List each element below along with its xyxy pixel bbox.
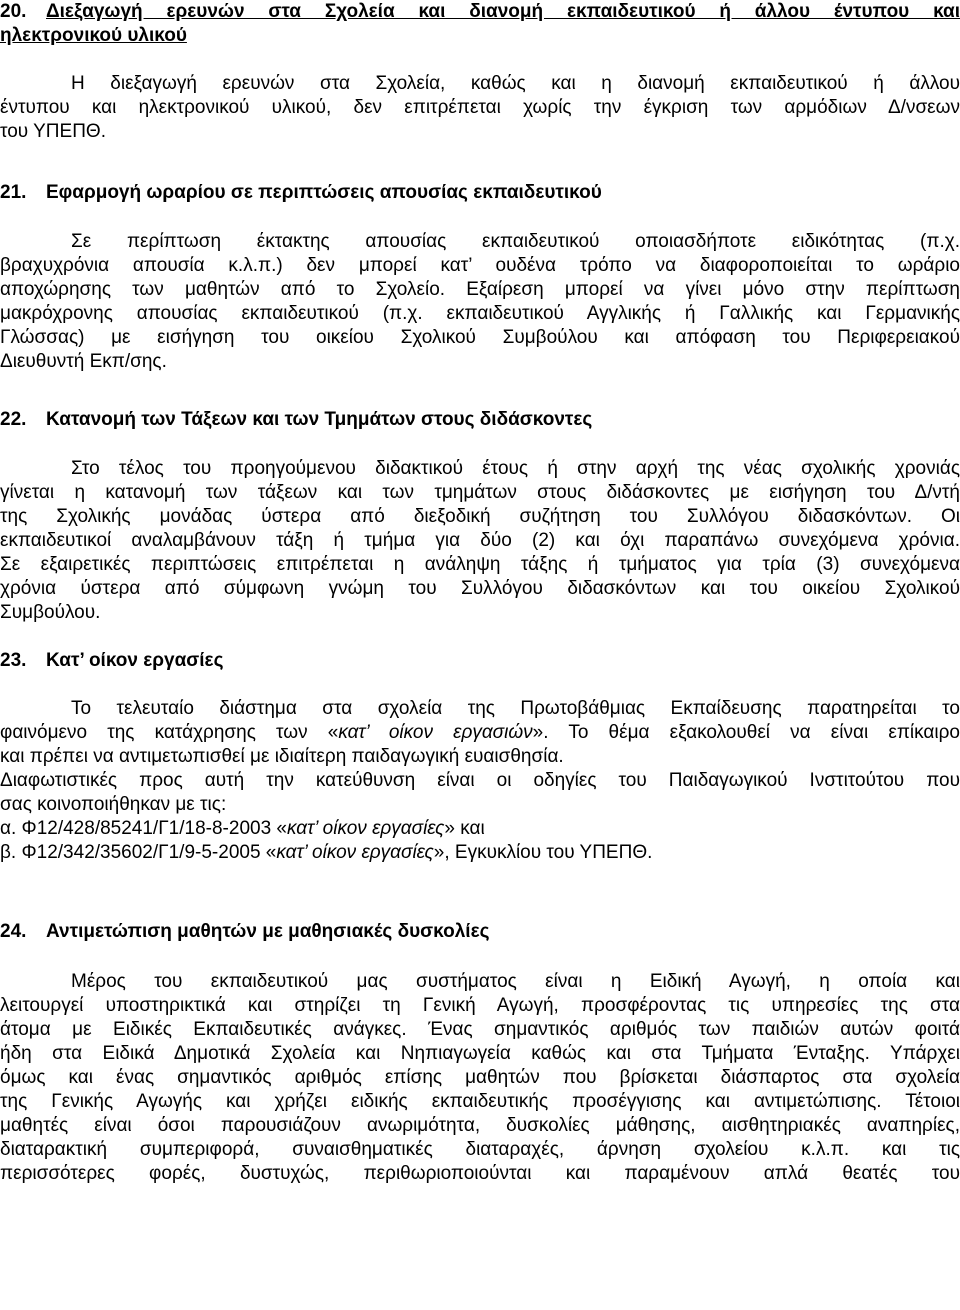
paragraph-line: Μέρος του εκπαιδευτικού μας συστήματος είναι η Ειδική Αγωγή, η οποία και bbox=[71, 971, 960, 992]
section-24-heading bbox=[0, 920, 960, 944]
paragraph-line: Διευθυντή Εκπ/σης. bbox=[0, 351, 167, 372]
paragraph-line: Η διεξαγωγή ερευνών στα Σχολεία, καθώς και η διανομή εκπαιδευτικού ή άλλου bbox=[71, 73, 960, 94]
paragraph-line: έντυπου και ηλεκτρονικού υλικού, δεν επιτρέπεται χωρίς την έγκριση των αρμόδιων Δ/νσεων bbox=[0, 97, 960, 118]
section-number: 24. bbox=[0, 921, 27, 942]
paragraph-line: Στο τέλος του προηγούμενου διδακτικού έτους ή στην αρχή της νέας σχολικής χρονιάς bbox=[71, 458, 960, 479]
paragraph-line: διαταρακτική συμπεριφορά, συναισθηματικές διαταραχές, άρνηση σχολείου κ.λ.π. και τις bbox=[0, 1139, 960, 1160]
paragraph-line: Σε περίπτωση έκτακτης απουσίας εκπαιδευτικού οποιασδήποτε ειδικότητας (π.χ. bbox=[71, 231, 960, 252]
section-title: Κατανομή των Τάξεων και των Τμημάτων στους διδάσκοντες bbox=[46, 409, 593, 430]
paragraph-line: Γλώσσας) με εισήγηση του οικείου Σχολικού Συμβούλου και απόφαση του Περιφερειακού bbox=[0, 327, 960, 348]
paragraph-line: Το τελευταίο διάστημα στα σχολεία της Πρωτοβάθμιας Εκπαίδευσης παρατηρείται το bbox=[71, 698, 960, 719]
section-23-heading bbox=[0, 649, 960, 673]
paragraph-line: μαθητές είναι όσοι παρουσιάζουν ανωριμότητα, δυσκολίες μάθησης, αισθητηριακές αναπηρίες, bbox=[0, 1115, 960, 1136]
paragraph-line: σας κοινοποιήθηκαν με τις: bbox=[0, 794, 227, 815]
paragraph-line: χρόνια ύστερα από σύμφωνη γνώμη του Συλλόγου διδασκόντων και του οικείου Σχολικού bbox=[0, 578, 960, 599]
paragraph-line: όμως και ένας σημαντικός αριθμός επίσης μαθητών που βρίσκεται διάσπαρτος στα σχολεία bbox=[0, 1067, 960, 1088]
text-run: », Εγκυκλίου του ΥΠΕΠΘ. bbox=[433, 842, 653, 863]
section-21-heading bbox=[0, 181, 960, 205]
paragraph-line: και πρέπει να αντιμετωπισθεί με ιδιαίτερη παιδαγωγική ευαισθησία. bbox=[0, 746, 564, 767]
text-run: α. Φ12/428/85241/Γ1/18-8-2003 « bbox=[0, 818, 287, 839]
paragraph-line: λειτουργεί υποστηρικτικά και στηρίζει τη Γενική Αγωγή, προσφέροντας τις υπηρεσίες της στα bbox=[0, 995, 960, 1016]
text-run: β. Φ12/342/35602/Γ1/9-5-2005 « bbox=[0, 842, 277, 863]
section-number: 23. bbox=[0, 650, 27, 671]
section-title: Κατ’ οίκον εργασίες bbox=[46, 650, 224, 671]
section-title: Αντιμετώπιση μαθητών με μαθησιακές δυσκολίες bbox=[46, 921, 490, 942]
section-20-heading bbox=[0, 0, 960, 24]
paragraph-line: Διαφωτιστικές προς αυτή την κατεύθυνση είναι οι οδηγίες του Παιδαγωγικού Ινστιτούτου που bbox=[0, 770, 960, 791]
section-number: 22. bbox=[0, 409, 27, 430]
paragraph-line: της Γενικής Αγωγής και χρήζει ειδικής εκπαιδευτικής προσέγγισης και αντιμετώπισης. Τέτοιοι bbox=[0, 1091, 960, 1112]
reference-a bbox=[0, 817, 960, 841]
text-run: ». Το θέμα εξακολουθεί να είναι επίκαιρο bbox=[532, 722, 960, 743]
paragraph-line: εκπαιδευτικοί αναλαμβάνουν τάξη ή τμήμα για δύο (2) και όχι παραπάνω συνεχόμενα χρόνια. bbox=[0, 530, 960, 551]
paragraph-line: αποχώρησης των μαθητών από το Σχολείο. Εξαίρεση μπορεί να γίνει μόνο στην περίπτωση bbox=[0, 279, 960, 300]
section-title-cont: ηλεκτρονικού υλικού bbox=[0, 25, 187, 46]
paragraph-line: γίνεται η κατανομή των τάξεων και των τμημάτων στους διδάσκοντες με εισήγηση του Δ/ντή bbox=[0, 482, 960, 503]
section-title: Διεξαγωγή ερευνών στα Σχολεία και διανομή εκπαιδευτικού ή άλλου έντυπου και bbox=[46, 1, 960, 22]
section-number: 21. bbox=[0, 182, 27, 203]
section-title: Εφαρμογή ωραρίου σε περιπτώσεις απουσίας εκπαιδευτικού bbox=[46, 182, 602, 203]
emphasis-text: κατ’ οίκον εργασιών bbox=[338, 722, 533, 743]
text-run: » και bbox=[444, 818, 485, 839]
paragraph-line: μακρόχρονης απουσίας εκπαιδευτικού (π.χ. εκπαιδευτικού Αγγλικής ή Γαλλικής και Γερμανικής bbox=[0, 303, 960, 324]
paragraph-line bbox=[0, 721, 960, 745]
paragraph-line: του ΥΠΕΠΘ. bbox=[0, 121, 106, 142]
section-20-heading-cont bbox=[0, 24, 960, 48]
emphasis-text: κατ’ οίκον εργασίες bbox=[287, 818, 445, 839]
paragraph-line: Συμβούλου. bbox=[0, 602, 101, 623]
paragraph-line: Σε εξαιρετικές περιπτώσεις επιτρέπεται η ανάληψη τάξης ή τμήματος για τρία (3) συνεχόμενα bbox=[0, 554, 960, 575]
paragraph-line: ήδη στα Ειδικά Δημοτικά Σχολεία και Νηπιαγωγεία καθώς και στα Τμήματα Ένταξης. Υπάρχει bbox=[0, 1043, 960, 1064]
paragraph-line: βραχυχρόνια απουσία κ.λ.π.) δεν μπορεί κατ’ ουδένα τρόπο να διαφοροποιείται το ωράριο bbox=[0, 255, 960, 276]
emphasis-text: κατ’ οίκον εργασίες bbox=[276, 842, 434, 863]
reference-b bbox=[0, 841, 960, 865]
section-22-heading bbox=[0, 408, 960, 432]
paragraph-line: περισσότερες φορές, δυστυχώς, περιθωριοποιούνται και παραμένουν απλά θεατές του bbox=[0, 1163, 960, 1184]
paragraph-line: της Σχολικής μονάδας ύστερα από διεξοδική συζήτηση του Συλλόγου διδασκόντων. Οι bbox=[0, 506, 960, 527]
section-number: 20. bbox=[0, 1, 27, 22]
text-run: φαινόμενο της κατάχρησης των « bbox=[0, 722, 339, 743]
paragraph-line: άτομα με Ειδικές Εκπαιδευτικές ανάγκες. Ένας σημαντικός αριθμός των παιδιών αυτών φοιτά bbox=[0, 1019, 960, 1040]
